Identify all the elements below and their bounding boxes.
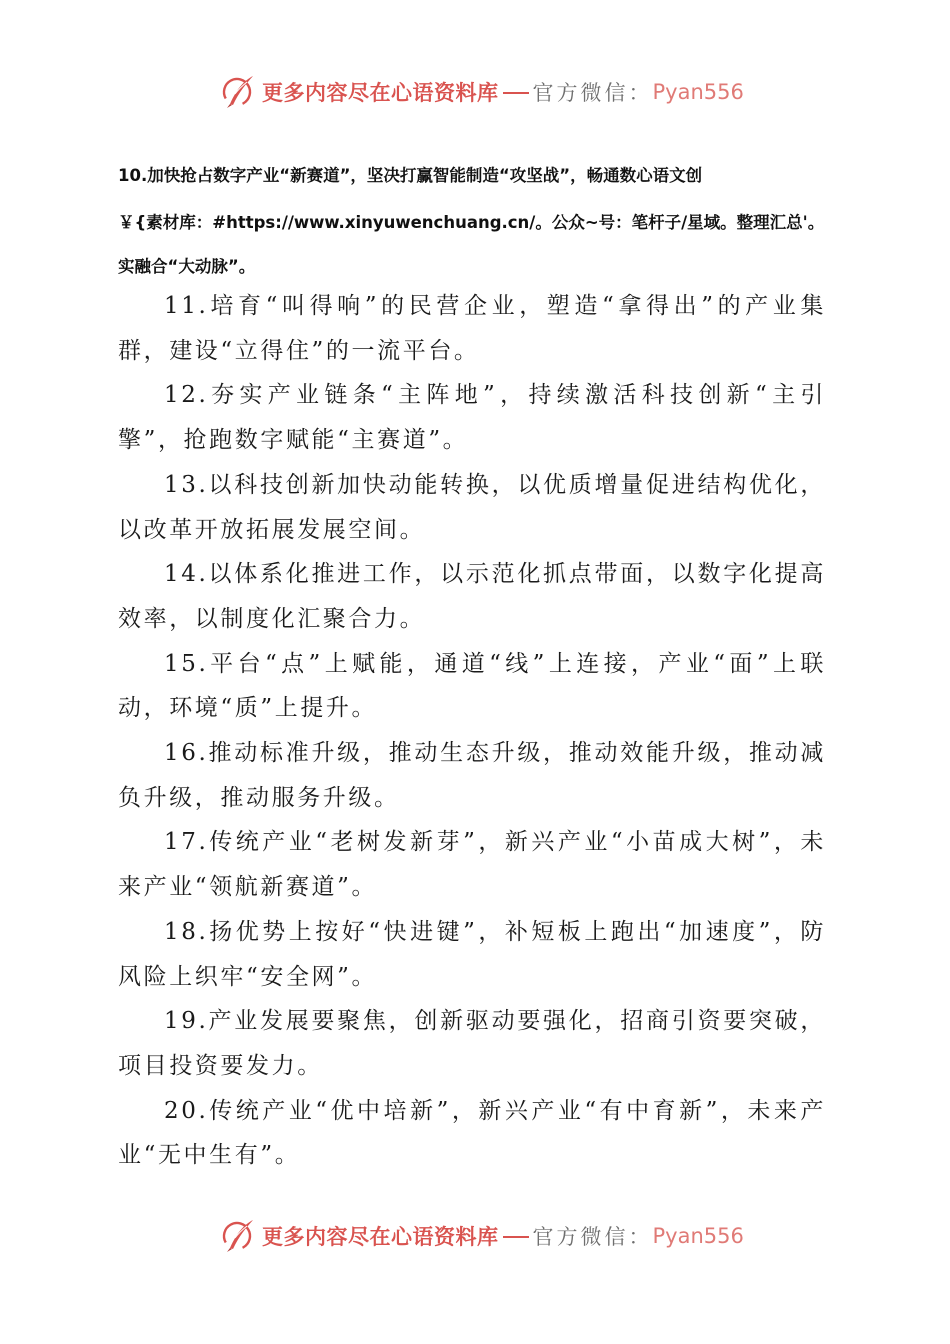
header-banner	[220, 72, 744, 112]
body-list	[118, 284, 826, 1178]
banner-contact-id: Pyan556	[652, 1224, 744, 1248]
footer-banner	[220, 1216, 744, 1256]
banner-brand-text: 更多内容尽在心语资料库	[262, 80, 499, 105]
list-item: 18.扬优势上按好“快进键”，补短板上跑出“加速度”，防风险上织牢“安全网”。	[118, 918, 826, 990]
list-item: 19.产业发展要聚焦，创新驱动要强化，招商引资要突破，项目投资要发力。	[118, 1008, 826, 1079]
list-item: 15.平台“点”上赋能，通道“线”上连接，产业“面”上联动，环境“质”上提升。	[118, 650, 826, 722]
banner-contact-label: 官方微信：	[532, 81, 653, 105]
intro-line-1: 10.加快抢占数字产业“新赛道”，坚决打赢智能制造“攻坚战”，畅通数心语文创	[118, 166, 703, 185]
banner-contact-id: Pyan556	[652, 80, 744, 104]
list-item: 13.以科技创新加快动能转换，以优质增量促进结构优化，以改革开放拓展发展空间。	[118, 471, 826, 543]
list-item: 14.以体系化推进工作，以示范化抓点带面，以数字化提高效率，以制度化汇聚合力。	[118, 561, 826, 632]
list-item: 17.传统产业“老树发新芽”，新兴产业“小苗成大树”，未来产业“领航新赛道”。	[118, 829, 826, 901]
intro-line-2: ￥{素材库：#https://www.xinyuwenchuang.cn/。公众~号：笔杆子/星域。整理汇总'。	[118, 213, 825, 232]
quill-logo-icon	[220, 1218, 256, 1254]
list-item: 12.夯实产业链条“主阵地”，持续激活科技创新“主引擎”，抢跑数字赋能“主赛道”。	[118, 382, 826, 454]
banner-contact-label: 官方微信：	[532, 1225, 653, 1249]
banner-brand-text: 更多内容尽在心语资料库	[262, 1224, 499, 1249]
list-item: 11.培育“叫得响”的民营企业，塑造“拿得出”的产业集群，建设“立得住”的一流平台。	[118, 293, 826, 364]
quill-logo-icon	[220, 74, 256, 110]
banner-dash-divider	[503, 1236, 529, 1238]
list-item: 16.推动标准升级，推动生态升级，推动效能升级，推动减负升级，推动服务升级。	[118, 740, 826, 811]
banner-dash-divider	[503, 92, 529, 94]
intro-line-3: 实融合“大动脉”。	[118, 257, 256, 276]
list-item: 20.传统产业“优中培新”，新兴产业“有中育新”，未来产业“无中生有”。	[118, 1097, 826, 1169]
